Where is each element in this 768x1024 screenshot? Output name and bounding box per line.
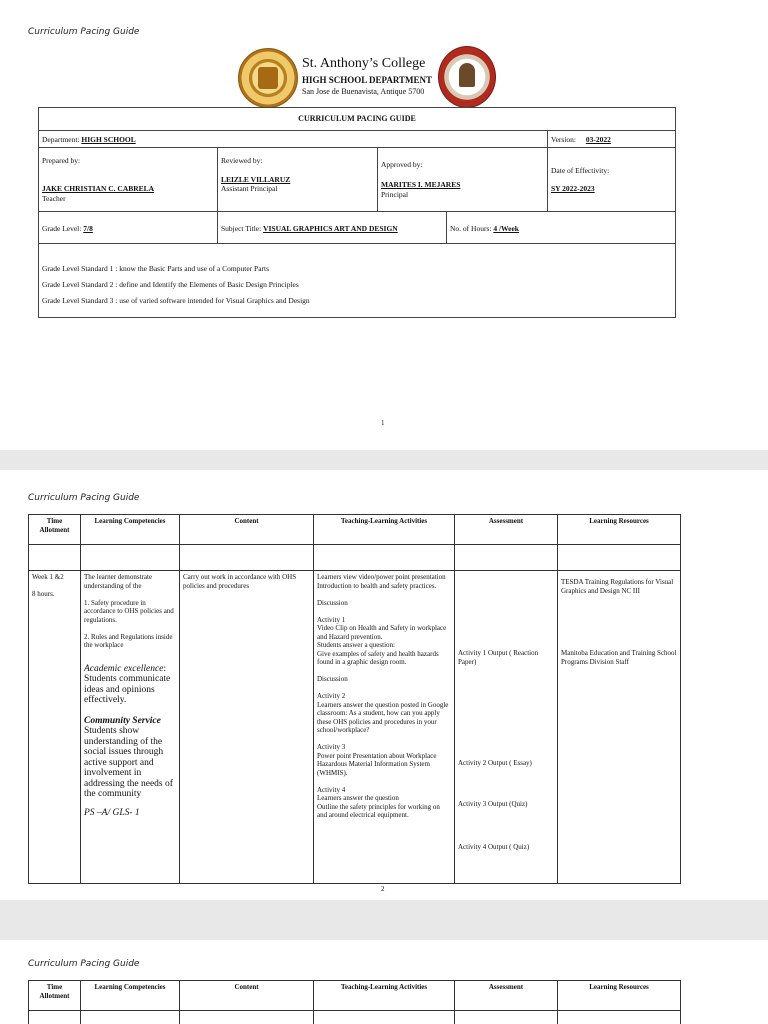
activities-cell: Learners view video/power point presentation Introduction to health and safety practices. Discussion Activity 1 Video Clip on Health and Safety in workplace and Hazard prevention. Students answer a question: Give examples of safety and health hazards found in a graphic design room. Discussion Activity 2 Learners answer the question posted in Google classroom: As a student, how can you apply these OHS policies and procedures in your school/workplace? Activity 3 Power point Presentation about Workplace Hazardous Material Information System (WHMIS). Activity 4 Learners answer the question Outline the safety principles for working on and around electrical equipment. — [314, 571, 455, 884]
grade-standard-2: Grade Level Standard 2 : define and Identify the Elements of Basic Design Principles — [42, 280, 299, 289]
competencies-cell: The learner demonstrate understanding of the 1. Safety procedure in accordance to OHS policies and regulations. 2. Rules and Regulations inside the workplace Academic excellence: Students communicate ideas and opinions effectively. Community Service Students show understanding of the social issues through active support and involvement in addressing the needs of the community PS –A/ GLS- 1 — [81, 571, 180, 884]
grade-standard-1: Grade Level Standard 1 : know the Basic Parts and use of a Computer Parts — [42, 264, 270, 273]
header-learning-resources: Learning Resources — [558, 515, 681, 545]
header-teaching-activities: Teaching-Learning Activities — [314, 981, 455, 1011]
page-2 — [0, 470, 768, 900]
header-learning-competencies: Learning Competencies — [81, 981, 180, 1011]
header-assessment: Assessment — [455, 515, 558, 545]
time-allotment-cell: Week 1 &2 8 hours. — [29, 571, 81, 884]
prepared-name: JAKE CHRISTIAN C. CABRELA — [42, 184, 155, 193]
college-address: San Jose de Buenavista, Antique 5700 — [302, 87, 425, 96]
college-seal-logo — [238, 48, 298, 108]
header-content: Content — [180, 981, 314, 1011]
department-seal-logo — [438, 46, 496, 108]
approved-label: Approved by: — [381, 160, 423, 169]
effectivity-value: SY 2022-2023 — [551, 184, 595, 193]
resources-cell: TESDA Training Regulations for Visual Graphics and Design NC III Manitoba Education and Training School Programs Division Staff — [558, 571, 681, 884]
header-teaching-activities: Teaching-Learning Activities — [314, 515, 455, 545]
table-row-week-1-2 — [29, 571, 681, 884]
approved-name: MARITES I. MEJARES — [381, 180, 461, 189]
table-row-empty — [29, 545, 681, 571]
running-header: Curriculum Pacing Guide — [28, 959, 140, 969]
assessment-cell: Activity 1 Output ( Reaction Paper) Activity 2 Output ( Essay) Activity 3 Output (Quiz) Activity 4 Output ( Quiz) — [455, 571, 558, 884]
header-time-allotment: Time Allotment — [29, 515, 81, 545]
grade-level-field: Grade Level: 7/8 — [42, 224, 93, 233]
subject-title-field: Subject Title: VISUAL GRAPHICS ART AND DESIGN — [221, 224, 398, 233]
grade-standard-3: Grade Level Standard 3 : use of varied software intended for Visual Graphics and Design — [42, 296, 310, 305]
header-content: Content — [180, 515, 314, 545]
header-learning-resources: Learning Resources — [558, 981, 681, 1011]
running-header: Curriculum Pacing Guide — [28, 493, 140, 503]
version-field: Version: 03-2022 — [551, 135, 611, 144]
header-learning-competencies: Learning Competencies — [81, 515, 180, 545]
reviewed-name: LEIZLE VILLARUZ — [221, 175, 291, 184]
department-name: HIGH SCHOOL DEPARTMENT — [302, 75, 433, 85]
page-number: 1 — [381, 419, 385, 427]
department-field: Department: HIGH SCHOOL — [42, 135, 136, 144]
pacing-table — [28, 514, 681, 884]
effectivity-label: Date of Effectivity: — [551, 166, 610, 175]
prepared-label: Prepared by: — [42, 156, 81, 165]
header-time-allotment: Time Allotment — [29, 981, 81, 1011]
page-3 — [0, 940, 768, 1024]
approved-role: Principal — [381, 190, 409, 199]
header-assessment: Assessment — [455, 981, 558, 1011]
prepared-role: Teacher — [42, 194, 66, 203]
college-name: St. Anthony’s College — [302, 56, 426, 71]
hours-field: No. of Hours: 4 /Week — [450, 224, 519, 233]
content-cell: Carry out work in accordance with OHS policies and procedures — [180, 571, 314, 884]
page-number: 2 — [381, 885, 385, 893]
reviewed-label: Reviewed by: — [221, 156, 263, 165]
form-title: CURRICULUM PACING GUIDE — [298, 114, 416, 123]
reviewed-role: Assistant Principal — [221, 184, 278, 193]
running-header: Curriculum Pacing Guide — [28, 27, 140, 37]
page-1 — [0, 0, 768, 450]
pacing-table — [28, 980, 681, 1024]
